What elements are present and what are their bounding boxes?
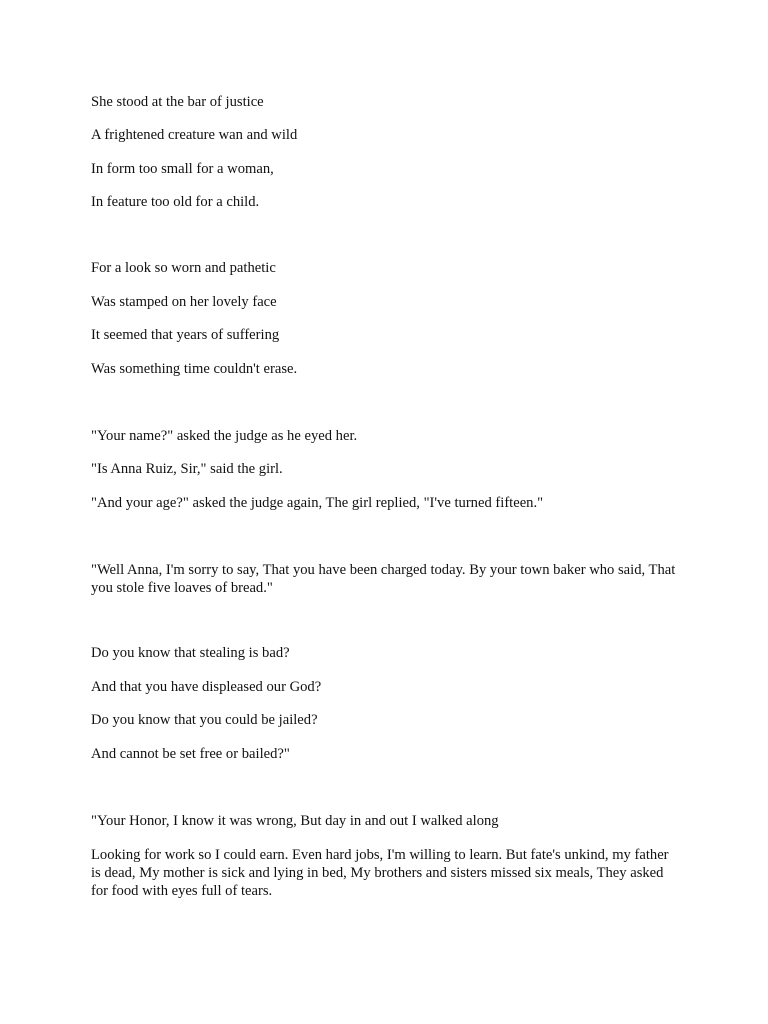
poem-paragraph: Looking for work so I could earn. Even hard jobs, I'm willing to learn. But fate's unkind, my father is dead, My mother is sick and lying in bed, My brothers and sisters missed six meals, They asked for food with eyes full of tears. [91, 847, 669, 899]
poem-line: A frightened creature wan and wild [91, 127, 298, 143]
poem-line: In feature too old for a child. [91, 194, 260, 210]
poem-line: In form too small for a woman, [91, 161, 274, 177]
poem-line: "And your age?" asked the judge again, The girl replied, "I've turned fifteen." [91, 495, 544, 511]
poem-paragraph: "Well Anna, I'm sorry to say, That you have been charged today. By your town baker who said, That you stole five loaves of bread." [91, 562, 676, 596]
poem-line: Was stamped on her lovely face [91, 294, 277, 310]
poem-line: Was something time couldn't erase. [91, 361, 298, 377]
poem-line: "Your Honor, I know it was wrong, But day in and out I walked along [91, 813, 499, 829]
poem-line: "Is Anna Ruiz, Sir," said the girl. [91, 461, 283, 477]
poem-line: She stood at the bar of justice [91, 94, 264, 110]
poem-line: And that you have displeased our God? [91, 679, 322, 695]
poem-line: Do you know that stealing is bad? [91, 645, 290, 661]
poem-line: "Your name?" asked the judge as he eyed her. [91, 428, 358, 444]
poem-line: For a look so worn and pathetic [91, 260, 276, 276]
poem-line: Do you know that you could be jailed? [91, 712, 318, 728]
poem-line: It seemed that years of suffering [91, 327, 280, 343]
poem-line: And cannot be set free or bailed?" [91, 746, 290, 762]
